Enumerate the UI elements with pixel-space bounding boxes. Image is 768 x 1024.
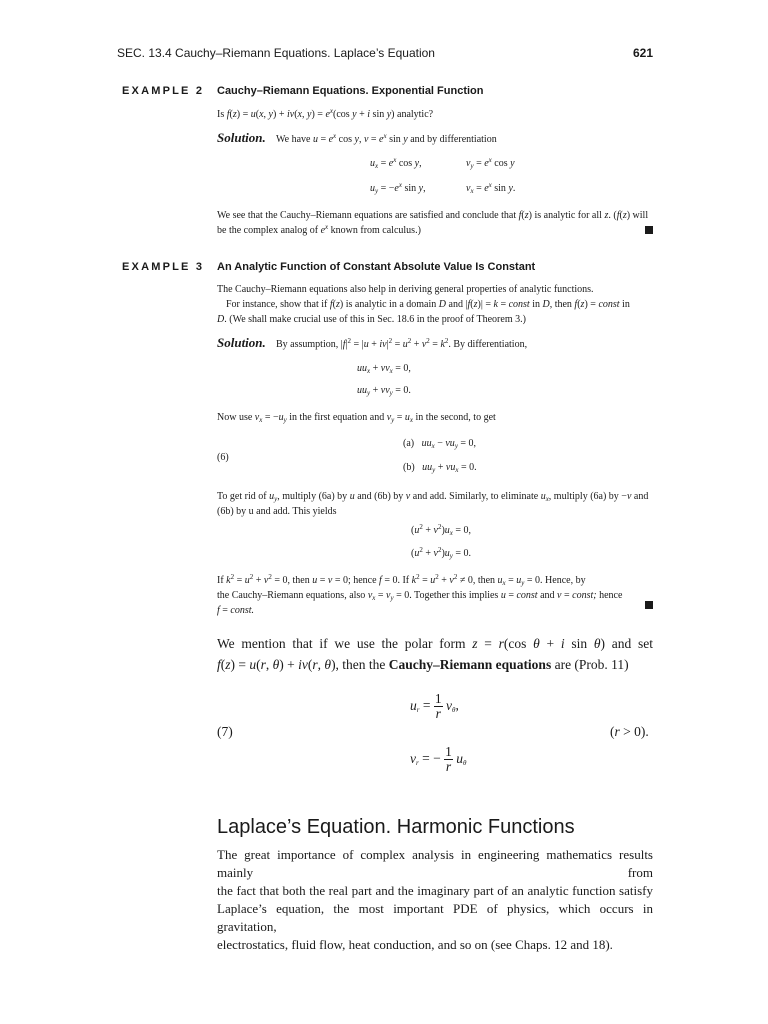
example-2-conclusion-1: We see that the Cauchy–Riemann equations are satisfied and conclude that f(z) is analytic for all z. (f(z) will [217,210,649,221]
example-3-eq-1: $uu_x + vv_x = 0$, [357,363,411,375]
polar-eq-1: $u_r$ = $\frac{1}{r}$ $v_\theta$, [410,691,459,721]
section-header: SEC. 13.4 Cauchy–Riemann Equations. Laplace’s Equation [117,46,435,60]
example-3-intro-2: For instance, show that if f(z) is analytic in a domain D and |f(z)| = k = const in D, then f(z) = const in [226,299,630,310]
example-3-final-1: If $k^2 = u^2 + v^2 = 0$, then u = v = 0; hence f = 0. If $k^2 = u^2 + v^2 \ne 0$, then $u_x = u_y = 0$. Hence, by [217,573,586,587]
example-3-title: An Analytic Function of Constant Absolute Value Is Constant [217,261,536,273]
example-3-now-use: Now use $v_x = -u_y$ in the first equation and $v_y = u_x$ in the second, to get [217,412,496,424]
laplace-line-1: The great importance of complex analysis in engineering mathematics results mainly from [217,847,653,880]
example-2-eq-vx: $v_x = e^x$ sin y. [466,181,516,195]
example-3-eq-2: $uu_y + vv_y = 0$. [357,385,411,397]
laplace-line-3: Laplace’s equation, the most important PDE of physics, which occurs in gravitation, [217,901,653,934]
example-2-solution-label: Solution. [217,130,266,145]
polar-line-2: f(z) = u(r, θ) + iv(r, θ), then the Cauchy–Riemann equations are (Prob. 11) [217,657,629,672]
example-3-final-2: the Cauchy–Riemann equations, also $v_x = v_y = 0$. Together this implies u = const and v = const; hence [217,590,623,602]
example-2-conclusion-2: be the complex analog of $e^x$ known from calculus.) [217,223,421,236]
example-2-label: EXAMPLE 2 [122,85,205,97]
running-header [117,46,653,66]
example-2-eq-ux: $u_x = e^x$ cos y, [370,156,422,170]
example-3-final-3: f = const. [217,605,255,616]
qed-square [645,601,653,609]
example-3-rid-2: (6b) by u and add. This yields [217,506,337,517]
page-number: 621 [632,46,653,60]
polar-condition: (r > 0). [610,724,649,739]
example-2-title: Cauchy–Riemann Equations. Exponential Function [217,85,484,97]
equation-6b: (b) $uu_y + vu_x = 0$. [403,462,477,474]
example-2-eq-vy: $v_y = e^x$ cos y [466,156,515,170]
example-2-question: Is f(z) = u(x, y) + iv(x, $y) = e^x(\cos$ y + i sin y) analytic? [217,107,434,120]
polar-eq-2: $v_r$ = − $\frac{1}{r}$ $u_\theta$ [410,744,467,774]
example-2-eq-uy: $u_y = -e^x$ sin y, [370,181,426,195]
example-3-eq-7: $(u^2 + v^2)u_x = 0$, [411,523,472,537]
laplace-line-4: electrostatics, fluid flow, heat conduction, and so on (see Chaps. 12 and 18). [217,937,613,952]
section-title: Laplace’s Equation. Harmonic Functions [217,816,575,838]
example-2-solution-text: We have $u = e^x$ cos y, $v = e^x$ sin y and by differentiation [276,132,497,145]
example-3-solution-text: By assumption, $|f|^2 = |u + iv|^2 = u^2 + v^2 = k^2$. By differentiation, [276,337,528,350]
example-3-intro-1: The Cauchy–Riemann equations also help in deriving general properties of analytic functions. [217,284,594,295]
equation-6-number: (6) [217,452,229,463]
example-3-intro-3: D. (We shall make crucial use of this in Sec. 18.6 in the proof of Theorem 3.) [217,314,526,325]
example-3-rid-1: To get rid of $u_y$, multiply (6a) by u and (6b) by v and add. Similarly, to eliminate $u_x$, multiply (6a) by −v and [217,491,649,503]
polar-line-1: We mention that if we use the polar form z = r(cos θ + i sin θ) and set [217,636,653,651]
equation-6a: (a) $uu_x - vu_y = 0$, [403,438,477,450]
qed-square [645,226,653,234]
laplace-paragraph [217,846,653,954]
example-3-solution-label: Solution. [217,335,266,350]
example-3-label: EXAMPLE 3 [122,261,205,273]
example-3-eq-8: $(u^2 + v^2)u_y = 0$. [411,546,472,560]
laplace-line-2: the fact that both the real part and the imaginary part of an analytic function satisfy [217,883,653,898]
equation-7-number: (7) [217,724,233,739]
